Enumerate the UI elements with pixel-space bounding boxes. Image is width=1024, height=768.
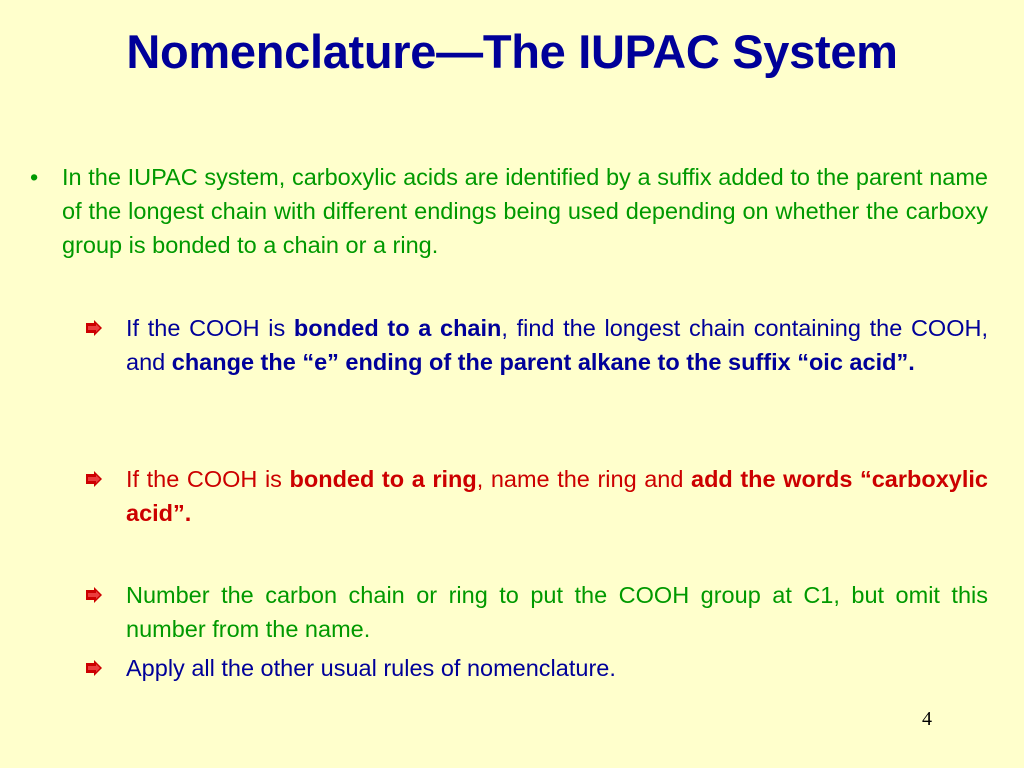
sub-bullet-other-rules-text: Apply all the other usual rules of nomenclature. bbox=[126, 655, 616, 681]
slide-title: Nomenclature—The IUPAC System bbox=[126, 25, 898, 78]
sub-bullet-other-rules bbox=[86, 651, 988, 685]
red-arrow-bullet-icon bbox=[86, 587, 102, 603]
red-arrow-bullet-icon bbox=[86, 660, 102, 676]
sub-bullet-numbering bbox=[86, 578, 988, 646]
red-arrow-bullet-icon bbox=[86, 471, 102, 487]
sub-bullet-chain-text: If the COOH is bonded to a chain, find the longest chain containing the COOH, and change the “e” ending of the parent alkane to the suffix “oic acid”. bbox=[126, 315, 988, 375]
sub-bullet-ring bbox=[86, 462, 988, 530]
main-bullet bbox=[30, 160, 988, 262]
sub-bullet-ring-text: If the COOH is bonded to a ring, name the ring and add the words “carboxylic acid”. bbox=[126, 466, 988, 526]
page-number: 4 bbox=[922, 708, 932, 730]
red-arrow-bullet-icon bbox=[86, 320, 102, 336]
sub-bullet-chain bbox=[86, 311, 988, 379]
main-bullet-text: In the IUPAC system, carboxylic acids are identified by a suffix added to the parent name of the longest chain with different endings being used depending on whether the carboxy group is bonded to a chain or a ring. bbox=[62, 164, 988, 258]
bullet-dot-icon: • bbox=[30, 164, 39, 190]
sub-bullet-numbering-text: Number the carbon chain or ring to put the COOH group at C1, but omit this number from the name. bbox=[126, 582, 988, 642]
